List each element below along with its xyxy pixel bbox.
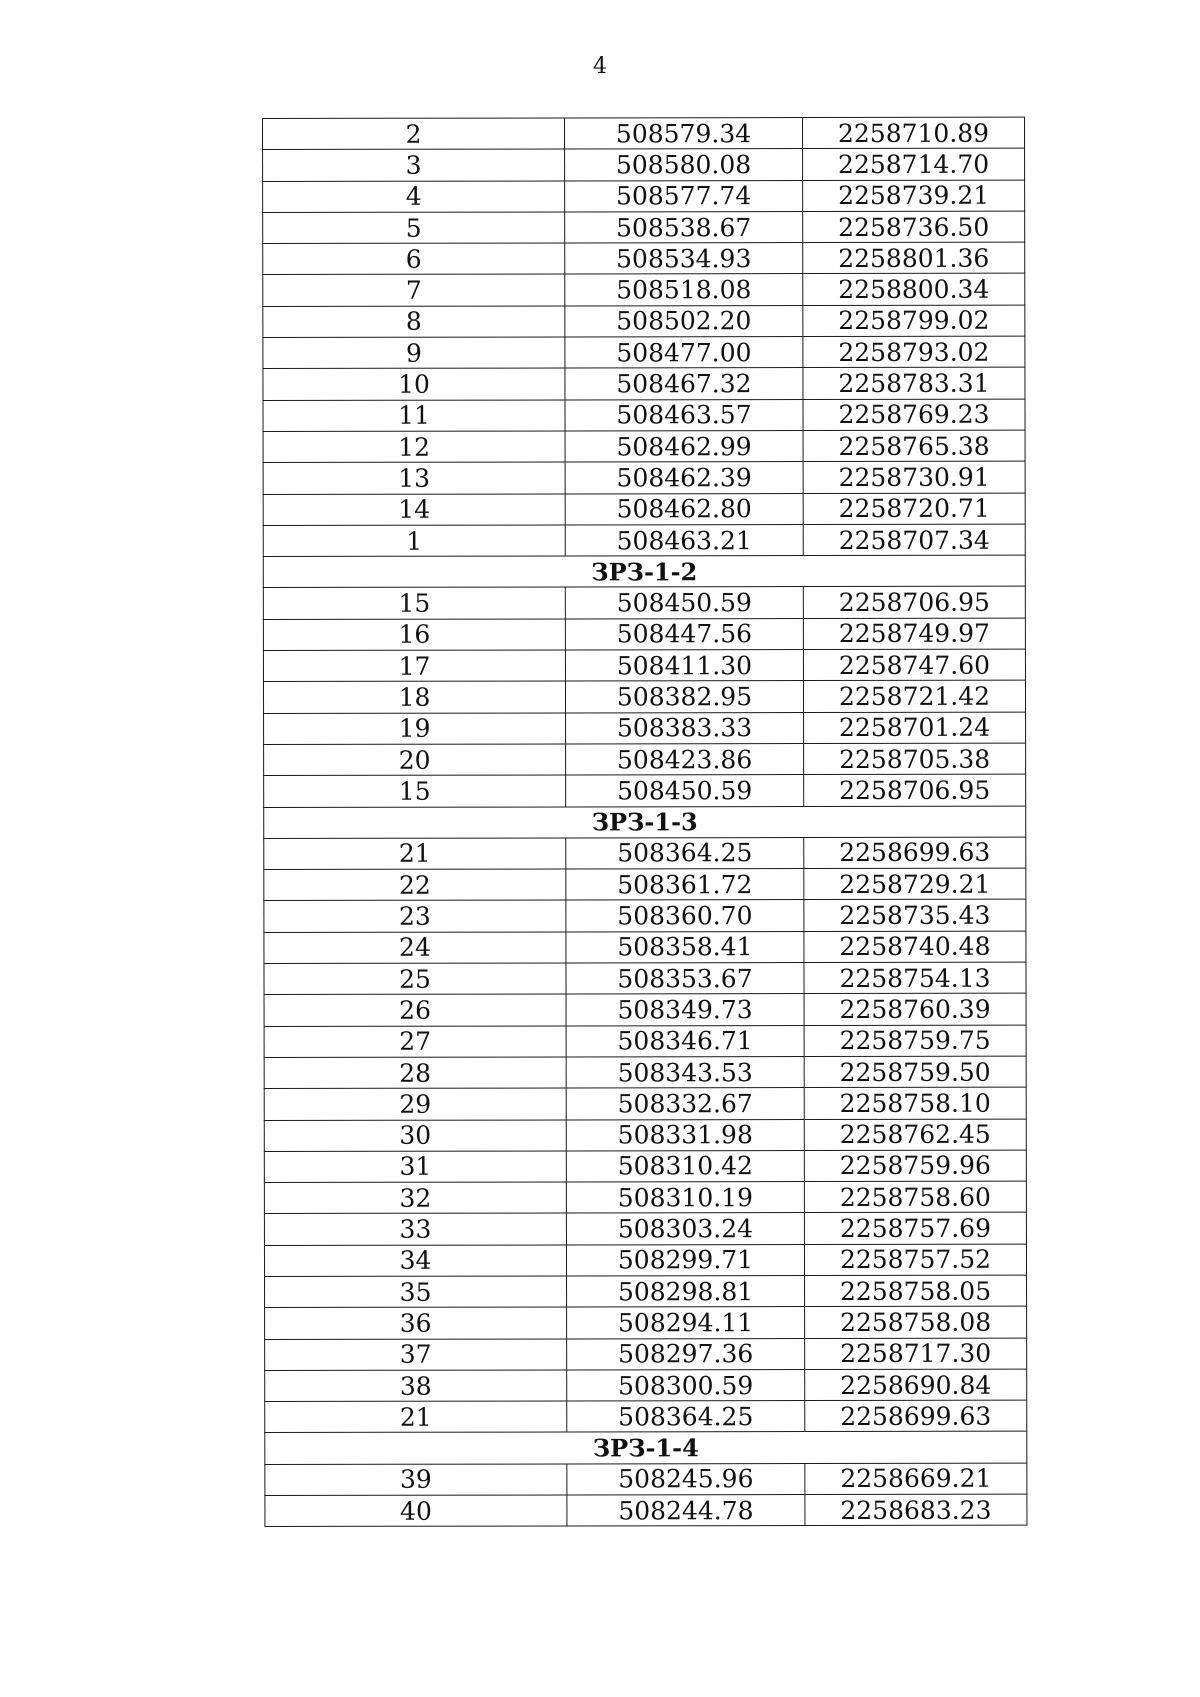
table-row <box>264 1119 1026 1152</box>
y-coordinate-cell: 2258730.91 <box>803 461 1025 493</box>
section-header-row <box>263 555 1025 588</box>
point-number-cell: 19 <box>264 713 566 745</box>
point-number-cell: 15 <box>264 775 566 807</box>
y-coordinate-cell: 2258707.34 <box>803 524 1025 556</box>
table-row <box>264 837 1026 870</box>
point-number-cell: 26 <box>264 994 566 1026</box>
x-coordinate-cell: 508423.86 <box>566 743 804 775</box>
table-row <box>263 180 1025 213</box>
point-number-cell: 23 <box>264 900 566 932</box>
x-coordinate-cell: 508502.20 <box>565 305 803 337</box>
y-coordinate-cell: 2258801.36 <box>803 242 1025 274</box>
x-coordinate-cell: 508310.19 <box>566 1182 804 1214</box>
section-title: ЗРЗ-1-4 <box>265 1432 1027 1465</box>
point-number-cell: 27 <box>264 1026 566 1058</box>
point-number-cell: 36 <box>265 1307 567 1339</box>
point-number-cell: 18 <box>263 681 565 713</box>
table-row <box>263 148 1025 181</box>
y-coordinate-cell: 2258706.95 <box>803 587 1025 619</box>
x-coordinate-cell: 508411.30 <box>565 650 803 682</box>
x-coordinate-cell: 508579.34 <box>565 118 803 150</box>
point-number-cell: 38 <box>265 1370 567 1402</box>
x-coordinate-cell: 508245.96 <box>567 1463 805 1495</box>
point-number-cell: 5 <box>263 212 565 244</box>
x-coordinate-cell: 508462.80 <box>565 493 803 525</box>
table-row <box>263 305 1025 338</box>
x-coordinate-cell: 508343.53 <box>566 1056 804 1088</box>
point-number-cell: 6 <box>263 243 565 275</box>
point-number-cell: 28 <box>264 1057 566 1089</box>
y-coordinate-cell: 2258740.48 <box>804 931 1026 963</box>
point-number-cell: 37 <box>265 1339 567 1371</box>
table-row <box>263 211 1025 244</box>
table-row <box>264 1213 1026 1246</box>
point-number-cell: 16 <box>263 619 565 651</box>
x-coordinate-cell: 508303.24 <box>566 1213 804 1245</box>
table-row <box>264 774 1026 807</box>
x-coordinate-cell: 508538.67 <box>565 211 803 243</box>
table-row <box>265 1463 1027 1496</box>
table-row <box>263 524 1025 557</box>
table-row <box>264 931 1026 964</box>
table-row <box>263 461 1025 494</box>
y-coordinate-cell: 2258800.34 <box>803 274 1025 306</box>
point-number-cell: 33 <box>264 1213 566 1245</box>
table-row <box>265 1369 1027 1402</box>
y-coordinate-cell: 2258739.21 <box>803 180 1025 212</box>
table-row <box>263 587 1025 620</box>
y-coordinate-cell: 2258706.95 <box>804 774 1026 806</box>
point-number-cell: 24 <box>264 932 566 964</box>
table-row <box>263 681 1025 714</box>
y-coordinate-cell: 2258758.10 <box>804 1087 1026 1119</box>
y-coordinate-cell: 2258721.42 <box>803 681 1025 713</box>
x-coordinate-cell: 508364.25 <box>567 1401 805 1433</box>
y-coordinate-cell: 2258799.02 <box>803 305 1025 337</box>
point-number-cell: 25 <box>264 963 566 995</box>
table-row <box>263 336 1025 369</box>
x-coordinate-cell: 508349.73 <box>566 994 804 1026</box>
x-coordinate-cell: 508450.59 <box>565 587 803 619</box>
point-number-cell: 39 <box>265 1464 567 1496</box>
x-coordinate-cell: 508244.78 <box>567 1495 805 1527</box>
x-coordinate-cell: 508534.93 <box>565 243 803 275</box>
table-row <box>263 649 1025 682</box>
x-coordinate-cell: 508358.41 <box>566 931 804 963</box>
x-coordinate-cell: 508462.39 <box>565 462 803 494</box>
y-coordinate-cell: 2258754.13 <box>804 962 1026 994</box>
x-coordinate-cell: 508361.72 <box>566 869 804 901</box>
point-number-cell: 7 <box>263 274 565 306</box>
point-number-cell: 4 <box>263 181 565 213</box>
point-number-cell: 8 <box>263 306 565 338</box>
table-row <box>264 1056 1026 1089</box>
table-row <box>264 1181 1026 1214</box>
y-coordinate-cell: 2258758.05 <box>805 1275 1027 1307</box>
table-row <box>264 900 1026 933</box>
x-coordinate-cell: 508467.32 <box>565 368 803 400</box>
point-number-cell: 12 <box>263 431 565 463</box>
x-coordinate-cell: 508463.21 <box>565 524 803 556</box>
point-number-cell: 10 <box>263 368 565 400</box>
page-number: 4 <box>593 54 607 79</box>
table-row <box>263 618 1025 651</box>
y-coordinate-cell: 2258762.45 <box>804 1119 1026 1151</box>
y-coordinate-cell: 2258710.89 <box>803 117 1025 149</box>
y-coordinate-cell: 2258760.39 <box>804 993 1026 1025</box>
x-coordinate-cell: 508353.67 <box>566 963 804 995</box>
y-coordinate-cell: 2258793.02 <box>803 336 1025 368</box>
x-coordinate-cell: 508299.71 <box>566 1244 804 1276</box>
y-coordinate-cell: 2258729.21 <box>804 868 1026 900</box>
point-number-cell: 34 <box>264 1245 566 1277</box>
section-header-row <box>265 1432 1027 1465</box>
point-number-cell: 30 <box>264 1119 566 1151</box>
x-coordinate-cell: 508331.98 <box>566 1119 804 1151</box>
x-coordinate-cell: 508462.99 <box>565 431 803 463</box>
y-coordinate-cell: 2258705.38 <box>804 743 1026 775</box>
x-coordinate-cell: 508463.57 <box>565 399 803 431</box>
point-number-cell: 29 <box>264 1088 566 1120</box>
table-row <box>265 1275 1027 1308</box>
section-title: ЗРЗ-1-3 <box>264 806 1026 839</box>
table-row <box>264 1150 1026 1183</box>
y-coordinate-cell: 2258736.50 <box>803 211 1025 243</box>
point-number-cell: 17 <box>263 650 565 682</box>
point-number-cell: 21 <box>265 1401 567 1433</box>
table-row <box>263 493 1025 526</box>
y-coordinate-cell: 2258783.31 <box>803 368 1025 400</box>
table-row <box>263 399 1025 432</box>
y-coordinate-cell: 2258769.23 <box>803 399 1025 431</box>
coordinates-table <box>262 117 1027 1528</box>
table-row <box>265 1494 1027 1527</box>
x-coordinate-cell: 508382.95 <box>565 681 803 713</box>
table-row <box>264 1087 1026 1120</box>
table-row <box>263 242 1025 275</box>
x-coordinate-cell: 508310.42 <box>566 1150 804 1182</box>
y-coordinate-cell: 2258757.52 <box>804 1244 1026 1276</box>
y-coordinate-cell: 2258735.43 <box>804 900 1026 932</box>
table-row <box>263 368 1025 401</box>
x-coordinate-cell: 508294.11 <box>567 1307 805 1339</box>
table-row <box>264 1025 1026 1058</box>
point-number-cell: 2 <box>263 118 565 150</box>
x-coordinate-cell: 508580.08 <box>565 149 803 181</box>
table-row <box>264 993 1026 1026</box>
point-number-cell: 32 <box>264 1182 566 1214</box>
section-title: ЗРЗ-1-2 <box>263 555 1025 588</box>
point-number-cell: 11 <box>263 400 565 432</box>
point-number-cell: 31 <box>264 1151 566 1183</box>
x-coordinate-cell: 508450.59 <box>566 775 804 807</box>
x-coordinate-cell: 508298.81 <box>567 1276 805 1308</box>
point-number-cell: 22 <box>264 869 566 901</box>
y-coordinate-cell: 2258701.24 <box>804 712 1026 744</box>
y-coordinate-cell: 2258757.69 <box>804 1213 1026 1245</box>
x-coordinate-cell: 508300.59 <box>567 1369 805 1401</box>
y-coordinate-cell: 2258690.84 <box>805 1369 1027 1401</box>
y-coordinate-cell: 2258759.75 <box>804 1025 1026 1057</box>
table-row <box>264 962 1026 995</box>
point-number-cell: 21 <box>264 838 566 870</box>
y-coordinate-cell: 2258759.50 <box>804 1056 1026 1088</box>
x-coordinate-cell: 508360.70 <box>566 900 804 932</box>
y-coordinate-cell: 2258683.23 <box>805 1494 1027 1526</box>
y-coordinate-cell: 2258699.63 <box>804 837 1026 869</box>
x-coordinate-cell: 508518.08 <box>565 274 803 306</box>
point-number-cell: 40 <box>265 1495 567 1527</box>
table-row <box>264 868 1026 901</box>
point-number-cell: 3 <box>263 149 565 181</box>
point-number-cell: 1 <box>263 525 565 557</box>
table-row <box>265 1400 1027 1433</box>
x-coordinate-cell: 508346.71 <box>566 1025 804 1057</box>
table-row <box>264 712 1026 745</box>
point-number-cell: 14 <box>263 494 565 526</box>
table-row <box>265 1338 1027 1371</box>
y-coordinate-cell: 2258758.60 <box>804 1181 1026 1213</box>
y-coordinate-cell: 2258765.38 <box>803 430 1025 462</box>
table-row <box>263 117 1025 150</box>
x-coordinate-cell: 508477.00 <box>565 337 803 369</box>
table-row <box>264 743 1026 776</box>
point-number-cell: 35 <box>265 1276 567 1308</box>
point-number-cell: 13 <box>263 462 565 494</box>
x-coordinate-cell: 508364.25 <box>566 837 804 869</box>
y-coordinate-cell: 2258717.30 <box>805 1338 1027 1370</box>
point-number-cell: 15 <box>263 587 565 619</box>
table-row <box>263 430 1025 463</box>
y-coordinate-cell: 2258714.70 <box>803 148 1025 180</box>
y-coordinate-cell: 2258749.97 <box>803 618 1025 650</box>
x-coordinate-cell: 508577.74 <box>565 180 803 212</box>
y-coordinate-cell: 2258759.96 <box>804 1150 1026 1182</box>
y-coordinate-cell: 2258758.08 <box>805 1306 1027 1338</box>
coordinates-table-body <box>263 117 1027 1527</box>
x-coordinate-cell: 508447.56 <box>565 618 803 650</box>
point-number-cell: 9 <box>263 337 565 369</box>
y-coordinate-cell: 2258747.60 <box>803 649 1025 681</box>
table-row <box>264 1244 1026 1277</box>
point-number-cell: 20 <box>264 744 566 776</box>
table-row <box>265 1306 1027 1339</box>
y-coordinate-cell: 2258699.63 <box>805 1400 1027 1432</box>
x-coordinate-cell: 508332.67 <box>566 1088 804 1120</box>
x-coordinate-cell: 508297.36 <box>567 1338 805 1370</box>
y-coordinate-cell: 2258720.71 <box>803 493 1025 525</box>
section-header-row <box>264 806 1026 839</box>
y-coordinate-cell: 2258669.21 <box>805 1463 1027 1495</box>
table-row <box>263 274 1025 307</box>
x-coordinate-cell: 508383.33 <box>566 712 804 744</box>
